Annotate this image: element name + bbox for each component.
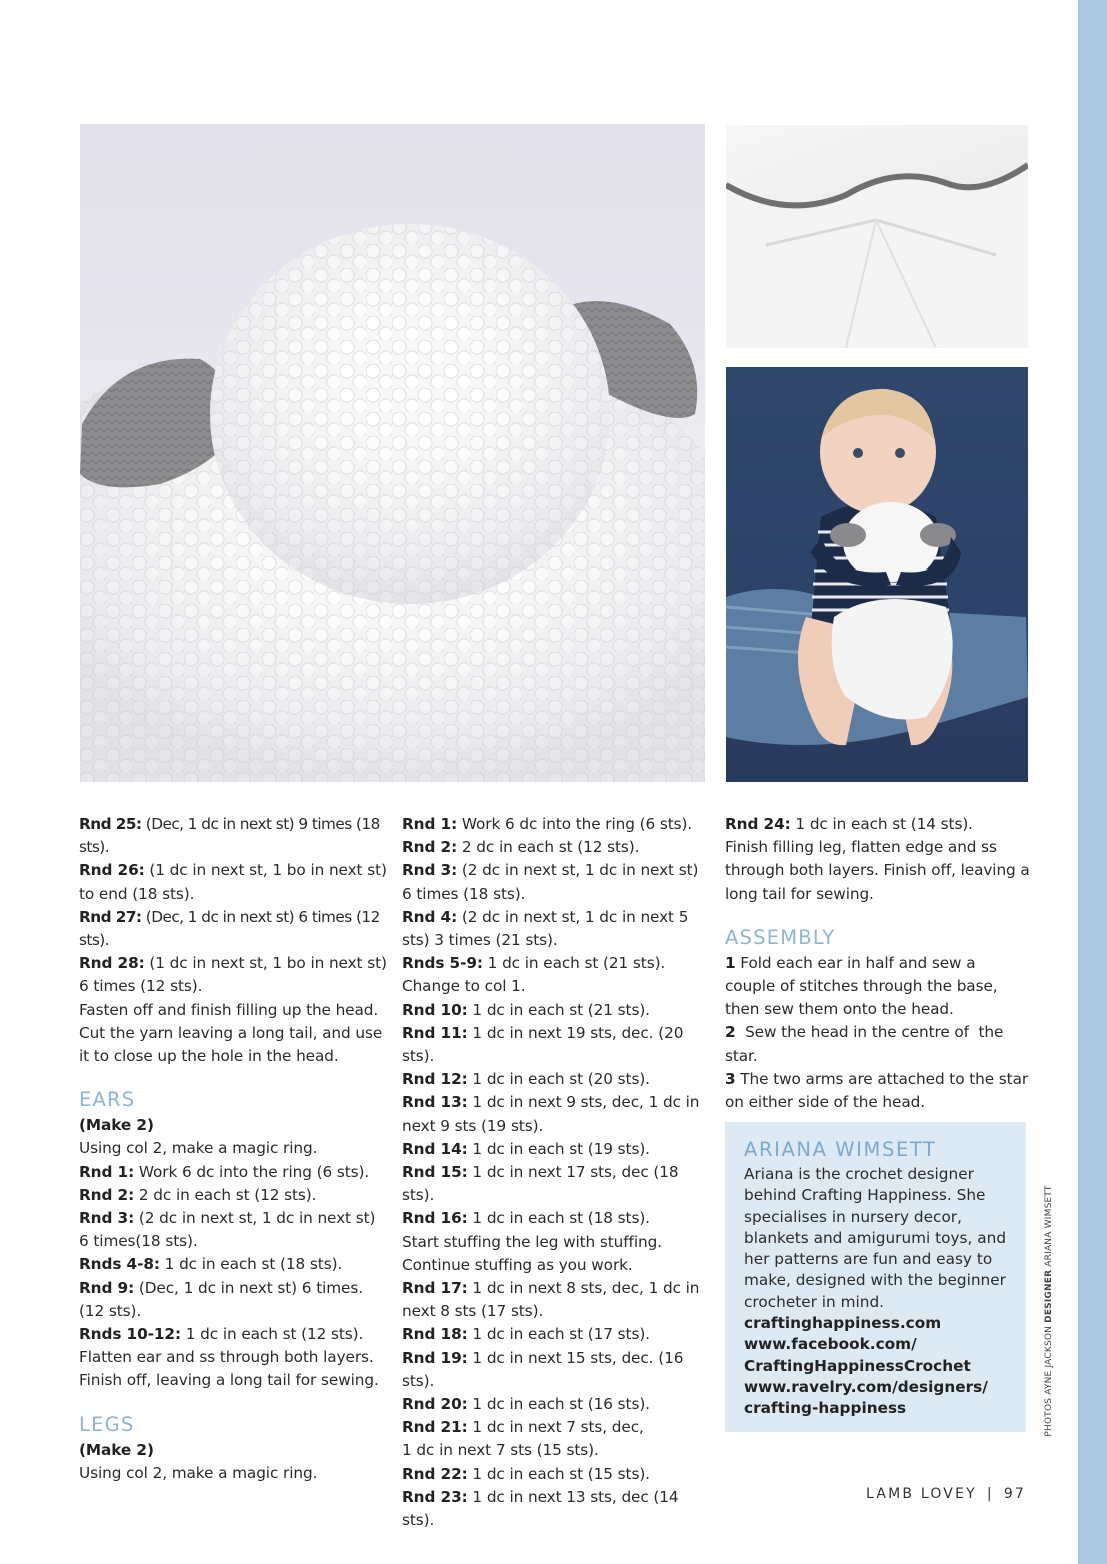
row-text: 1 dc in next 7 sts, dec, (467, 1418, 644, 1437)
colour-change-note: Change to col 1. (402, 977, 526, 996)
edge-stripe (1078, 0, 1107, 1564)
row-label: Rnd 22: (402, 1464, 468, 1483)
row-text: 1 dc in next 8 sts, dec, 1 dc in next 8 sts (17 sts). (402, 1279, 700, 1321)
website-link[interactable]: craftinghappiness.com (744, 1314, 942, 1333)
pattern-row (79, 952, 389, 998)
row-text: 2 dc in each st (12 sts). (457, 838, 640, 857)
row-text: (Dec, 1 dc in next st) 9 times (18 sts). (79, 815, 380, 857)
step-number: 1 (725, 953, 736, 972)
row-label: Rnd 25: (79, 815, 142, 833)
designer-name-heading: ARIANA WIMSETT (744, 1138, 937, 1161)
pattern-row (402, 1161, 702, 1207)
pattern-row (402, 1393, 702, 1416)
row-text: 1 dc in each st (19 sts). (467, 1139, 650, 1158)
row-label: Rnd 19: (402, 1348, 468, 1367)
row-label: Rnd 3: (402, 861, 458, 880)
column-2 (402, 813, 702, 1532)
row-text: 1 dc in next 15 sts, dec. (16 sts). (402, 1348, 684, 1390)
pattern-row (402, 952, 702, 975)
stuffing-note: Start stuffing the leg with stuffing. Continue stuffing as you work. (402, 1232, 662, 1274)
pattern-row (79, 906, 389, 952)
pattern-row (79, 1277, 389, 1323)
ears-heading: EARS (79, 1088, 136, 1112)
pattern-row (79, 813, 389, 859)
row-text: 1 dc in each st (17 sts). (467, 1325, 650, 1344)
column-3 (725, 813, 1030, 1114)
row-label: Rnd 28: (79, 954, 145, 973)
pattern-row (79, 1323, 389, 1346)
row-text: 1 dc in each st (18 sts). (467, 1209, 650, 1228)
pattern-row (402, 1091, 702, 1137)
step-text: Sew the head in the centre of the star. (725, 1023, 1009, 1065)
footer-separator: | (986, 1486, 994, 1502)
leg-finish-text: Finish filling leg, flatten edge and ss through both layers. Finish off, leaving a long tail for sewing. (725, 838, 1030, 903)
row-text: 1 dc in next 9 sts, dec, 1 dc in next 9 sts (19 sts). (402, 1093, 700, 1135)
pattern-row (402, 906, 702, 952)
row-label: Rnd 17: (402, 1279, 468, 1298)
row-label: Rnd 26: (79, 861, 145, 880)
row-label: Rnd 13: (402, 1093, 468, 1112)
credit-designer-label: DESIGNER (1044, 1269, 1054, 1323)
pattern-row (402, 1323, 702, 1346)
row-label: Rnds 10-12: (79, 1325, 181, 1344)
row-label: Rnd 24: (725, 815, 791, 833)
ravelry-link[interactable]: www.ravelry.com/designers/ (744, 1377, 988, 1396)
pattern-row (402, 1277, 702, 1323)
photo-child-with-lamb (726, 367, 1028, 782)
row-text: (2 dc in next st, 1 dc in next st) 6 times(18 sts). (79, 1209, 376, 1251)
row-text: 1 dc in next 13 sts, dec (14 sts). (402, 1487, 679, 1530)
ears-make-note: (Make 2) (79, 1116, 154, 1135)
pattern-row (402, 1486, 702, 1532)
designer-bio-text: Ariana is the crochet designer behind Crafting Happiness. She specialises in nursery decor, blankets and amigurumi toys, and her patterns are fun and easy to make, designed with the beginner crocheter in mind. (744, 1165, 1007, 1311)
row-text: (2 dc in next st, 1 dc in next st) 6 times (18 sts). (402, 861, 699, 903)
row-text: 1 dc in each st (16 sts). (467, 1395, 650, 1414)
legs-make-note: (Make 2) (79, 1440, 154, 1459)
row-text: (1 dc in next st, 1 bo in next st) to end (18 sts). (79, 861, 387, 903)
row-label: Rnd 9: (79, 1278, 135, 1297)
row-label: Rnd 23: (402, 1487, 468, 1506)
pattern-row (402, 1068, 702, 1091)
row-label: Rnd 2: (402, 838, 458, 857)
pattern-row (79, 1184, 389, 1207)
row-label: Rnd 14: (402, 1139, 468, 1158)
photo-blanket (726, 125, 1028, 348)
pattern-row (79, 1253, 389, 1276)
page-footer (866, 1486, 1026, 1502)
row-label: Rnd 12: (402, 1070, 468, 1089)
row-label: Rnd 15: (402, 1163, 468, 1182)
ears-finish-text: Flatten ear and ss through both layers. Finish off, leaving a long tail for sewing. (79, 1348, 379, 1390)
row-text: 1 dc in each st (20 sts). (467, 1070, 650, 1089)
assembly-heading: ASSEMBLY (725, 925, 836, 949)
photo-credit (1043, 1185, 1055, 1437)
row-text: 2 dc in each st (12 sts). (134, 1185, 317, 1204)
credit-photographer: AYNE JACKSON (1044, 1325, 1054, 1395)
row-label: Rnd 21: (402, 1418, 468, 1437)
pattern-row (402, 1138, 702, 1161)
legs-intro: Using col 2, make a magic ring. (79, 1463, 318, 1482)
row-text: 1 dc in each st (12 sts). (181, 1325, 364, 1344)
row-text: (1 dc in next st, 1 bo in next st) 6 times (12 sts). (79, 954, 387, 996)
assembly-step (725, 952, 1030, 1022)
photo-lamb-head (80, 124, 705, 782)
row-label: Rnd 2: (79, 1185, 135, 1204)
pattern-row (79, 859, 389, 905)
assembly-step (725, 1068, 1030, 1114)
pattern-row (402, 1022, 702, 1068)
step-text: The two arms are attached to the star on either side of the head. (725, 1069, 1029, 1112)
pattern-row (79, 1207, 389, 1253)
child-illustration (726, 367, 1028, 782)
row-label: Rnd 3: (79, 1209, 135, 1228)
row-label: Rnds 5-9: (402, 954, 483, 973)
row-label: Rnds 4-8: (79, 1255, 160, 1274)
page-number: 97 (1003, 1486, 1027, 1502)
row-label: Rnd 27: (79, 907, 142, 926)
step-text: Fold each ear in half and sew a couple of stitches through the base, then sew them onto the head. (725, 953, 998, 1019)
row-text: (Dec, 1 dc in next st) 6 times (12 sts). (79, 907, 380, 950)
facebook-link[interactable]: www.facebook.com/ (744, 1335, 917, 1354)
row-text: Work 6 dc into the ring (6 sts). (457, 815, 693, 833)
head-finish-text: Fasten off and finish filling up the head. Cut the yarn leaving a long tail, and use it to close up the hole in the head. (79, 1000, 383, 1066)
row-label: Rnd 1: (79, 1162, 135, 1181)
column-1 (79, 813, 389, 1485)
designer-bio-box (725, 1122, 1026, 1432)
step-number: 3 (725, 1069, 736, 1088)
ears-intro: Using col 2, make a magic ring. (79, 1139, 318, 1158)
running-title: LAMB LOVEY (866, 1486, 977, 1502)
facebook-link-continued[interactable]: CraftingHappinessCrochet (744, 1356, 971, 1375)
pattern-row (402, 1347, 702, 1393)
pattern-row (402, 836, 702, 859)
pattern-row (725, 813, 1030, 836)
row-label: Rnd 16: (402, 1209, 468, 1228)
row-text: 1 dc in each st (15 sts). (467, 1464, 650, 1483)
row-label: Rnd 1: (402, 815, 458, 833)
row-text: (2 dc in next st, 1 dc in next 5 sts) 3 times (21 sts). (402, 907, 689, 950)
row-text: 1 dc in each st (14 sts). (790, 815, 973, 833)
row-text: 1 dc in each st (18 sts). (159, 1255, 343, 1274)
credit-designer: ARIANA WIMSETT (1044, 1185, 1054, 1267)
blanket-illustration (726, 125, 1028, 348)
row-text: 1 dc in next 19 sts, dec. (20 sts). (402, 1023, 684, 1066)
row-label: Rnd 10: (402, 1000, 468, 1019)
row-text: (Dec, 1 dc in next st) 6 times. (12 sts). (79, 1278, 363, 1320)
pattern-row (402, 1207, 702, 1230)
row-text: 1 dc in next 17 sts, dec (18 sts). (402, 1163, 679, 1205)
credit-photos-label: PHOTOS (1044, 1397, 1054, 1437)
row-text: 1 dc in each st (21 sts). (482, 954, 666, 973)
lamb-head-illustration (80, 124, 705, 782)
pattern-row (402, 999, 702, 1022)
pattern-row-continued: 1 dc in next 7 sts (15 sts). (402, 1441, 599, 1460)
row-label: Rnd 11: (402, 1023, 468, 1042)
row-label: Rnd 20: (402, 1395, 468, 1414)
legs-heading: LEGS (79, 1412, 135, 1436)
pattern-row (79, 1161, 389, 1184)
pattern-row (402, 813, 702, 836)
step-number: 2 (725, 1023, 736, 1042)
row-text: Work 6 dc into the ring (6 sts). (134, 1162, 370, 1181)
ravelry-link-continued[interactable]: crafting-happiness (744, 1399, 907, 1418)
row-label: Rnd 18: (402, 1325, 468, 1344)
assembly-step (725, 1021, 1030, 1067)
row-text: 1 dc in each st (21 sts). (467, 1000, 650, 1019)
row-label: Rnd 4: (402, 907, 458, 926)
pattern-row (402, 1416, 702, 1439)
pattern-row (402, 1463, 702, 1486)
pattern-row (402, 859, 702, 905)
